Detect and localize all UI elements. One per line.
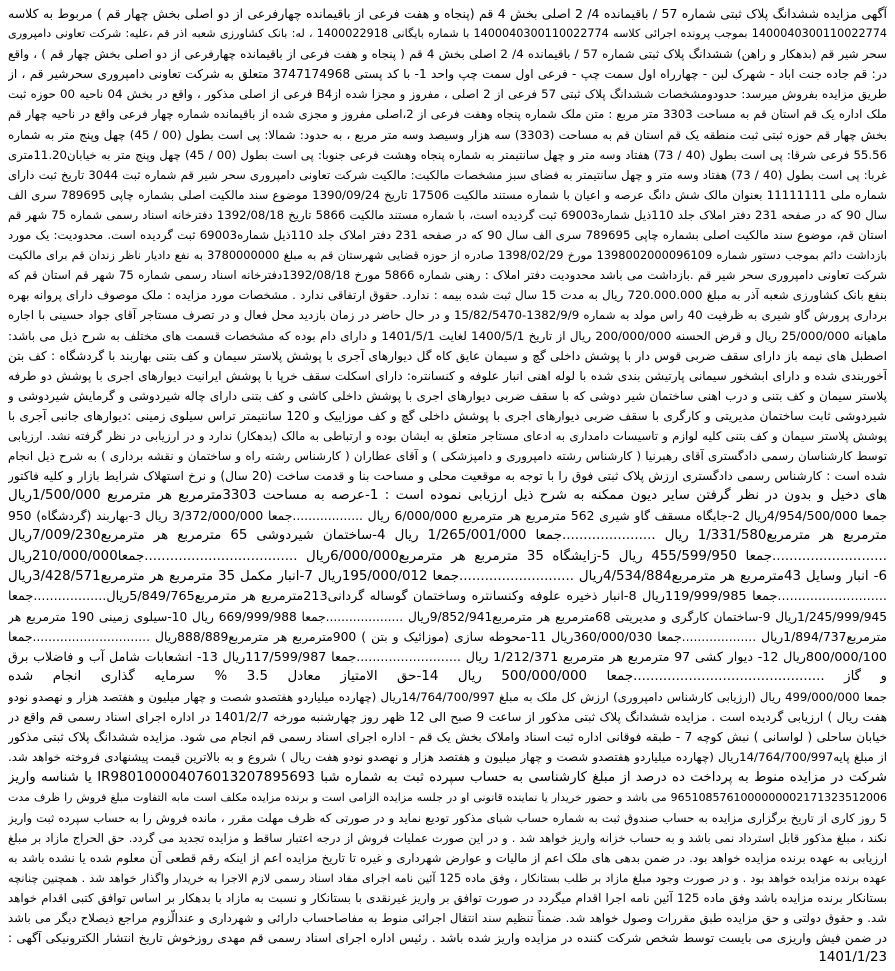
notice-text-line: 5 روز کاری از تاریخ برگزاری مزایده به حساب صندوق ثبت به شماره حساب شبای مذکور تودیع نماید و در صورتی که ظرف مهلت مقرر ، مانده فروش را به حساب سپرده ثبت واریز [8,810,887,825]
notice-text-line: 55.56 فرعی شرقا: پی است بطول (40 / 73) هفتاد وسه متر و چهل سانتیمتر به شماره پنجاه وهشت فرعی جنوبا: پی است بطول (00 / 45) چهل وپنج متر به خیابان11.20متری [8,147,887,162]
notice-text-line: استان قم، موضوع سند مالکیت اصلی بشماره چاپی 789695 سری الف سال 90 که در صفحه 231 دفتر املاک جلد 110ذیل شماره69003 ثبت گردیده است. محدودیت: یک مورد [8,228,887,243]
notice-text-line: خیابان ساحلی ( لواسانی ) نبش کوچه 7 - طبقه فوقانی اداره ثبت اسناد واملاک بخش یک قم - اداره اجرای اسناد رسمی قم انجام می شود. مزایده ششدانگ پلاک ثبتی مذکور [8,730,887,745]
notice-text-line: شده است : کارشناس رسمی دادگستری ارزش پلاک ثبتی فوق را با توجه به موقعیت محلی و مساحت بنا و قدمت ساخت (20 سال) و نرخ استهلاک شرایط بازار و کلیه فاکتور [8,469,887,484]
notice-text-line: عهده برنده مزایده خواهد بود . و در صورت وجود مبلغ مازاد بر طلب بستانکار ، وفق ماده 125 آئین نامه اجرای مفاد اسناد رسمی لازم الاجرا به خریدار واگذار خواهد شد . همچنین چنانچه [8,871,887,886]
notice-text-line: ...........................جمعا 119/999/985ریال 8-انبار ذخیره علوفه وکنسانتره وساختمان گوساله گردانی213مترمربع هر مترمربع5/849/765ریال..................جمعا [8,588,887,604]
notice-text-line: اصطبل های نیمه باز دارای سقف ضربی قوس دار با پوشش داخلی گچ و سیمان عایق کاه گل دیوارهای آجری با پوشش پلاستر سیمان و کف بتنی بهاربند با گردشگاه : کف بتن [8,348,887,363]
notice-text-line: شرکت در مزایده منوط به پرداخت ده درصد از مبلغ کارشناسی به حساب سپرده ثبت به شماره شبا IR980100004076013207895693 یا شناسه واریز [8,769,887,785]
notice-text-line: در ضمن فیش واریزی می بایست توسط شخص شرکت کننده در مزایده واریز شده باشد . رئیس اداره اجرای اسناد رسمی قم مهدی روزخوش تاریخ انتشار الکترونیکی آگهی : [8,931,887,946]
notice-text-line: در: قم جاده جنت اباد - شهرک لبن - چهارراه اول سمت چپ - فرعی اول سمت چپ واحد 1- با کد پستی 3747174968 متعلق به شرکت تعاونی دامپروری سحرشیر قم ، از [8,67,887,82]
notice-text-line: آخوربندی شده و دارای ابشخور سیمانی پارتیشن بندی شده با لوله اهنی انبار علوفه و کنسانتره: دارای اسکلت سقف خرپا با پوشش ایرانیت دیوارهای اجری با پوشش دو طرفه [8,368,887,383]
notice-text-line: 965108576100000000217132351200​6 می باشد و حضور خریدار یا نماینده قانونی او در جلسه مزایده الزامی است و برنده مزایده مکلف است مابه التفاوت مبلغ فروش را ظرف مدت [8,790,887,804]
notice-text-line: شرکت تعاونی دامپروری سحر شیر قم .بازداشت می باشد محدودیت دفتر املاک : رهنی شماره 5866 مورخ 1392/08/18دفترخانه اسناد رسمی شماره 75 شهر قم استان قم که [8,268,887,283]
notice-text-line: بنفع بانک کشاورزی شعبه آذر به مبلغ 720.000.000 ریال به مدت 15 سال ثبت شده بیمه : ندارد. حقوق ارتفاقی ندارد . مشخصات مورد مزایده : ملک موصوف دارای پروانه بهره [8,288,887,303]
notice-text-line: جمعا 499/000/000 ریال (ارزیابی کارشناس دامپروری) ارزش کل ملک به مبلغ 14/764/700/997ریال (چهارده میلیاردو هفتصدو شصت و چهار میلیون و هفتصد هزار و نهصدو نودو [8,690,887,705]
notice-text-line: از مبلغ پایه14/764/700/997ریال (چهارده میلیاردو هفتصدو شصت و چهار میلیون و هفتصد هزار و نهصدو نودو هفت ریال ) شروع و به بالاترین قیمت پیشنهادی فروخته خواهد شد. [8,750,887,765]
notice-text-line: 1400040300110022774 بموجب پرونده اجرائی کلاسه 1400040300110022774 با شماره بایگانی 1400022918 ، له: بانک کشاورزی شعبه اذر قم ،علیه: شرکت تعاونی دامپروری [8,27,887,41]
notice-text-line: ماهیانه 25/000/000 ریال و قرض الحسنه 200/000/000 ریال از تاریخ 1400/5/1 لغایت 1401/5/1 و دارای دام بوده که مشخصات قسمت های مختلف به شرح ذیل می باشد: [8,328,887,343]
notice-text-line: 800/000/100ریال 12- دیوار کشی 97 مترمربع هر مترمربع 1/212/371 ریال ..........................جمعا 117/599/987ریال 13- انشعابات شامل آب و فاضلاب برق [8,649,887,664]
notice-text-line: سحر شیر قم (بدهکار و راهن) ششدانگ پلاک ثبتی شماره 57 / باقیمانده 4/ 2 اصلی بخش 4 قم ( پنجاه و هفت فرعی از باقیمانده چهارفرعی از دو اصلی بخش چهار قم ) ، واقع [8,47,887,62]
notice-text-line: و گاز .............................................جمعا 500/000/000 ریال 14-حق الامتیاز معادل 3.5 % سرمایه گذاری انجام شده [8,669,887,685]
notice-text-line: ...........................جمعا 455/599/950 ریال 5-زایشگاه 35 مترمربع هر مترمربع6/000/000ریال ....................................جمعا210/000/000ریال [8,548,887,564]
notice-text-line: بستانکار برنده مزایده باشد وفق ماده 125 آئین نامه اجرا اقدام میگردد در صورت توافق بر واریز غیرنقدی با بستانکار و نسبت به مازاد با بدهکار بر اساس توافق کتبی اقدام خواهد [8,891,887,906]
notice-text-line: 1/245/999/945ریال 9-ساختمان کارگری و مدیریتی 68مترمربع هر مترمربع9/852/941ریال ....................جمعا 669/999/988 ریال 10-سیلوی زمینی 190 مترمربع هر [8,609,887,624]
notice-text-line: برداری پرورش گاو شیری به ظرفیت 40 راس مولد به شماره 1382/9/9-15/82/5470 و در حال حاضر در زمان بازدید محل فعال و در تصرف مستاجر آقای جواد حسینی با اجاره [8,308,887,323]
notice-text-line: هفت ریال ) ارزیابی گردیده است . مزایده ششدانگ پلاک ثبتی مذکور از ساعت 9 صبح الی 12 ظهر روز چهارشنبه مورخه 1401/2/7 در اداره اجرای اسناد رسمی قم واقع در [8,710,887,725]
notice-text-line: 6- انبار وسایل 43مترمربع هر مترمربع4/534/884ریال ...........................جمعا 195/000/012ریال 7-انبار مکمل 35 مترمربع هر مترمربع3/428/571ریال [8,568,887,584]
notice-text-line: جمعا 4/954/500/000ریال 2-جایگاه مسقف گاو شیری 562 مترمربع هر مترمربع 6/000/000 ریال ..................جمعا 3/372/000/000 ریال 3-بهاربند (گردشگاه) 950 [8,509,887,524]
notice-text-line: پلاستر سیمان و کف بتنی و درب اهنی ساختمان شیر دوشی که با سقف ضربی دیوارهای اجری با پوشش داخلی کاشی و کف بتنی دارای چاله شیردوشی و گرمایش شیردوشی و [8,388,887,403]
notice-text-line: غربا: پی است بطول (40 / 73) هفتاد وسه متر و چهل سانتیمتر به فضای سبز مشخصات مالکیت: مالکیت شرکت تعاونی دامپروری سحر شیر قم شماره ثبت 3044 تاریخ ثبت دارای [8,167,887,182]
auction-notice-body [8,4,887,969]
notice-text-line: بخش چهار قم حوزه ثبتی ثبت منطقه یک قم استان قم به مساحت (3303) سه هزار وسیصد وسه متر مربع ، به حدود: شمالا: پی است بطول (00 / 45) چهل وپنج متر به شماره [8,127,887,142]
notice-text-line: های دخیل و بدون در نظر گرفتن سایر دیون ممکنه به شرح ذیل ارزیابی نموده است : 1-عرصه به مساحت 3303مترمربع هر مترمربع 1/500/000ریال [8,488,887,504]
notice-text-line: توسط کارشناسان رسمی دادگستری آقای رهبرنیا ( کارشناس رشته دامپروری و دامپزشکی ) و آقای عطاران ( کارشناس رشته راه و ساختمان و نقشه برداری ) به شرح ذیل انجام [8,449,887,464]
notice-text-line: آگهی مزایده ششدانگ پلاک ثبتی شماره 57 / باقیمانده 4/ 2 اصلی بخش 4 قم (پنجاه و هفت فرعی از باقیمانده چهارفرعی از دو اصلی بخش چهار قم ) مربوط به کلاسه [8,6,887,21]
notice-text-line: 1401/1/23 [818,950,887,966]
notice-text-line: مترمربع هر مترمربع1/331/580 ریال ......................جمعا 1/265/001/000 ریال 4-ساختمان شیردوشی 65 مترمربع هر مترمربع7/009/230ریال [8,528,887,544]
notice-text-line: پوشش پلاستر سیمان و کف بتنی کلیه لوازم و تاسیسات دامداری به ادعای مستاجر متعلق به ایشان بوده و ارتباطی به مالک (بدهکار) ندارد و در ارزیابی در نظر گرفته نشد. ارزیابی [8,428,887,443]
notice-text-line: نکند ، مبلغ مذکور قابل استرداد نمی باشد و به حساب خزانه واریز خواهد شد . و در این صورت عملیات فروش از درجه اعتبار ساقط و مزایده تجدید می گردد. حق الحراج مازاد بر مبلغ [8,830,887,845]
notice-text-line: شیردوشی ثابت ساختمان مدیریتی و کارگری با سقف ضربی دیوارهای اجری با پوشش داخلی گچ و کف موزاییک و 120 سانتیمتر تراس سیلوی زمینی :دیوارهای جانبی آجری با [8,408,887,423]
notice-text-line: ارزیابی به عهده برنده مزایده خواهد بود. در ضمن بدهی های ملک اعم از مالیات و عوارض شهرداری و غیره تا تاریخ مزایده اعم از اینکه رقم قطعی آن معلوم شده یا نشده باشد به [8,850,887,865]
notice-text-line: شد. و حقوق دولتی و حق مزایده طبق مقررات وصول خواهد شد. ضمناً تنظیم سند انتقال اجرائی منوط به مفاصاحساب دارائی و شهرداری و عندالّزوم مراجع ذیصلاح دیگر می باشد [8,911,887,926]
notice-text-line: شماره ملی 11111111 بعنوان مالک شش دانگ عرصه و اعیان با شماره مستند مالکیت 17506 تاریخ 1390/09/24 موضوع سند مالکیت اصلی بشماره چاپی 789695 سری الف [8,187,887,202]
notice-text-line: طریق مزایده بفروش میرسد: حدودومشخصات ششدانگ پلاک ثبتی 57 فرعی از 2 اصلی ، مفروز و مجزا شده ازB4 فرعی از اصلی مذکور ، واقع در بخش 04 ناحیه 00 حوزه ثبت [8,87,887,102]
notice-text-line: بازداشت دائم بموجب دستور شماره 139800200009610​9 مورخ 1398/02/29 صادره از حوزه قضایی شهرستان قم به مبلغ 3780000000 به نفع دادیار ناظر زندان قم برای مالکیت [8,248,887,263]
notice-text-line: مترمربع1/894/737ریال ...................جمعا 360/000/030ریال 11-محوطه سازی (موزائیک و بتن ) 900مترمربع هر مترمربع888/889ریال ..............................جمعا [8,629,887,644]
notice-text-line: سال 90 که در صفحه 231 دفتر املاک جلد 110ذیل شماره69003 ثبت گردیده است، با شماره مستند مالکیت 5866 تاریخ 1392/08/18 دفترخانه اسناد رسمی شماره 75 شهر قم [8,207,887,222]
notice-text-line: ملک اداره یک قم استان قم به مساحت 3303 متر مربع : متن ملک شماره پنجاه وهفت فرعی از 2،اصلی مفروز و مجزی شده از باقیمانده شماره چهار فرعی واقع در ناحیه چهار قم [8,107,887,122]
